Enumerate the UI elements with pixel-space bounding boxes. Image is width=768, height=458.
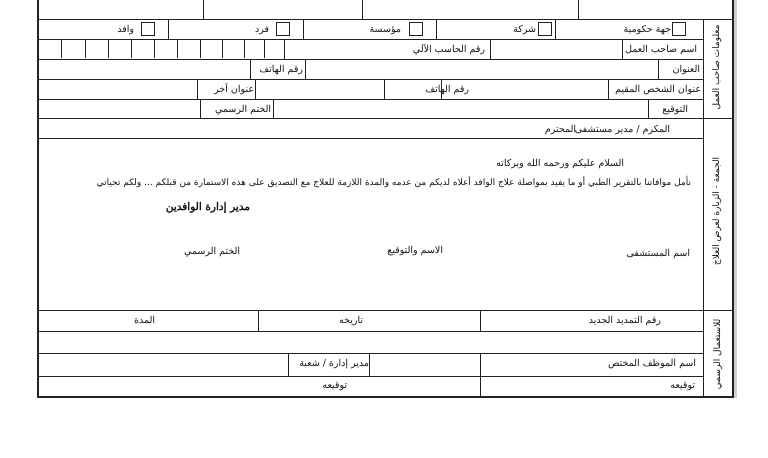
row1-divider-4 [555, 19, 556, 39]
phone2-label: رقم الهاتف [425, 84, 469, 95]
digit-cell-divider [177, 39, 178, 58]
signature-label: التوقيع [662, 104, 688, 115]
letter-respected: المحترم [544, 124, 576, 135]
official-lower-divider-2 [369, 353, 370, 376]
individual-checkbox[interactable] [276, 22, 290, 36]
official-lower-divider-3 [288, 353, 289, 376]
row3-bottom-line [37, 79, 704, 80]
computer-no-divider [490, 39, 491, 59]
row1-divider-2 [303, 19, 304, 39]
individual-label: فرد [254, 24, 269, 35]
letter-addressee: المكرم / مدير مستشفى [574, 124, 670, 135]
digit-cell-divider [131, 39, 132, 58]
resident-address-label: عنوان الشخص المقيم [615, 84, 701, 95]
letter-stamp-label: الختم الرسمي [183, 246, 240, 257]
phone2-field-edge [384, 79, 385, 99]
row2-bottom-line [37, 59, 704, 60]
official-use-side-label: للاستعمال الرسمي [713, 318, 723, 390]
official-row1-divider-2 [258, 310, 259, 331]
signature-divider [648, 99, 649, 118]
official-row1-line [37, 331, 704, 332]
employer-info-side-label: معلومات صاحب العمل [712, 24, 722, 110]
company-checkbox[interactable] [538, 22, 552, 36]
other-address-divider [255, 79, 256, 99]
name-signature-label: الاسم والتوقيع [387, 245, 443, 256]
computer-no-label: رقم الحاسب الآلي [412, 44, 485, 55]
government-label: جهة حكومية [623, 24, 671, 35]
right-margin [740, 0, 768, 458]
hospital-name-label: اسم المستشفى [626, 248, 690, 259]
top-row-divider-1 [203, 0, 204, 19]
signature2-label: توقيعه [322, 380, 347, 391]
treatment-side-label: الجمعة - الزيارة لعرض العلاج [712, 156, 722, 266]
official-row3-line [37, 376, 704, 377]
page-shadow [734, 0, 737, 398]
phone-divider [305, 59, 306, 79]
expatriate-checkbox[interactable] [141, 22, 155, 36]
resident-address-divider [608, 79, 609, 99]
digit-cell-divider [154, 39, 155, 58]
stamp-divider [273, 99, 274, 118]
letter-greeting: السلام عليكم ورحمه الله وبركاته [496, 158, 624, 169]
phone-label: رقم الهاتف [259, 64, 303, 75]
digit-cell-divider [85, 39, 86, 58]
official-row1-divider-1 [480, 310, 481, 331]
government-checkbox[interactable] [672, 22, 686, 36]
official-lower-divider-1 [480, 353, 481, 398]
address-label: العنوان [672, 64, 700, 75]
letter-body: نأمل موافاتنا بالتقرير الطبي أو ما يفيد بمواصلة علاج الوافد أعلاه لديكم من عدمه والمدة اللازمة للعلاج مع التصديق على هذه الاستمارة من قبلكم ... ولكم تحياتي [96, 178, 691, 188]
computer-no-cells-edge [284, 39, 285, 59]
institution-label: مؤسسة [369, 24, 401, 35]
signature1-label: توقيعه [670, 380, 695, 391]
stamp-label: الختم الرسمي [214, 104, 271, 115]
duration-label: المدة [134, 315, 155, 326]
phone-field-edge [250, 59, 251, 79]
row1-bottom-line [37, 39, 704, 40]
digit-cell-divider [244, 39, 245, 58]
employee-name-label: اسم الموظف المختص [608, 358, 696, 369]
official-section-top-line [37, 310, 734, 311]
other-address-label: عنوان آخر [214, 84, 254, 95]
top-row-divider-3 [578, 0, 579, 19]
employer-name-label: اسم صاحب العمل [625, 44, 697, 55]
other-address-field-edge [197, 79, 198, 99]
renewal-no-label: رقم التمديد الجديد [588, 315, 661, 326]
side-column-divider [703, 19, 704, 398]
digit-cell-divider [108, 39, 109, 58]
employer-name-divider [622, 39, 623, 59]
top-row-bottom-line [37, 19, 734, 20]
official-row2-line [37, 353, 704, 354]
row1-divider-1 [168, 19, 169, 39]
date-label: تاريخه [339, 315, 363, 326]
digit-cell-divider [264, 39, 265, 58]
employer-section-bottom-line [37, 118, 734, 119]
digit-cell-divider [200, 39, 201, 58]
row1-divider-3 [436, 19, 437, 39]
stamp-field-edge [200, 99, 201, 118]
director-label: مدير إدارة / شعبة [299, 358, 369, 369]
letter-sender: مدير إدارة الوافدين [165, 201, 250, 213]
institution-checkbox[interactable] [409, 22, 423, 36]
expatriate-label: وافد [117, 24, 134, 35]
top-row-divider-2 [362, 0, 363, 19]
digit-cell-divider [222, 39, 223, 58]
addressee-underline [37, 138, 704, 139]
address-divider [658, 59, 659, 79]
company-label: شركة [513, 24, 536, 35]
row4-bottom-line [37, 99, 704, 100]
digit-cell-divider [61, 39, 62, 58]
